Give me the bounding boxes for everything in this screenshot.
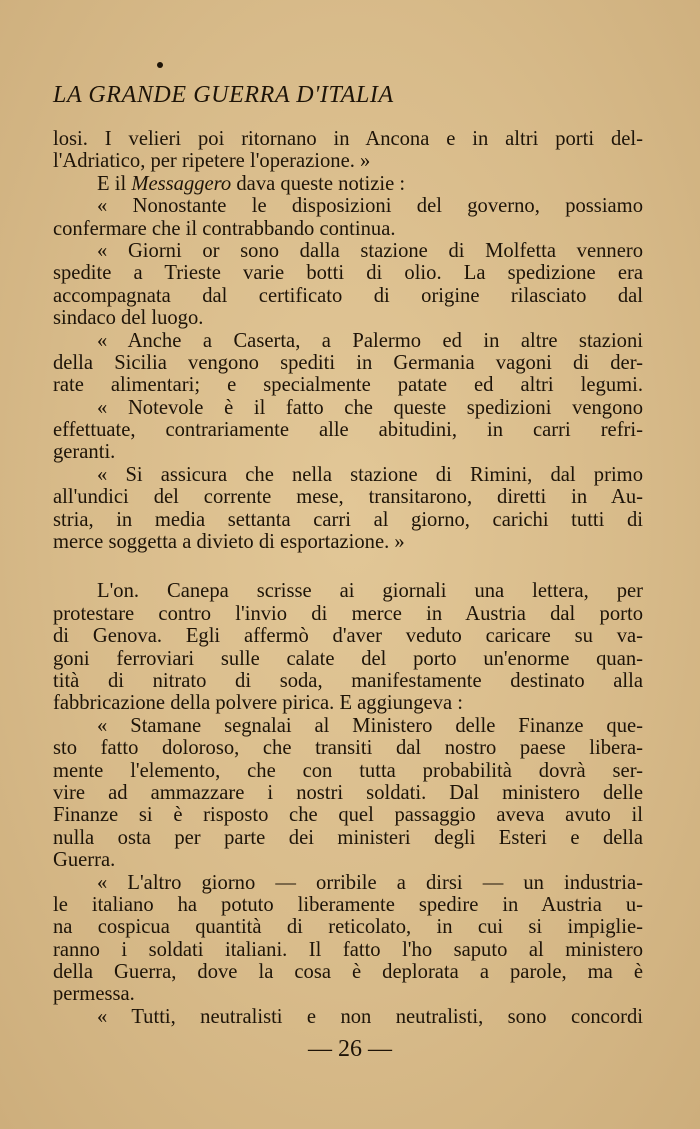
text-line: « Nonostante le disposizioni del governo, possiamo <box>97 195 643 218</box>
text-line: della Guerra, dove la cosa è deplorata a parole, ma è <box>53 961 643 984</box>
text-line: mente l'elemento, che con tutta probabilità dovrà ser- <box>53 759 643 782</box>
text-line: spedite a Trieste varie botti di olio. La spedizione era <box>53 262 643 285</box>
text-line: merce soggetta a divieto di esportazione. » <box>53 531 405 554</box>
text-line: fabbricazione della polvere pirica. E aggiungeva : <box>53 692 463 715</box>
text-line: sindaco del luogo. <box>53 307 204 330</box>
text-line: geranti. <box>53 441 116 464</box>
text-line: permessa. <box>53 983 135 1006</box>
text-line: « Giorni or sono dalla stazione di Molfetta vennero <box>97 239 643 262</box>
running-head: LA GRANDE GUERRA D'ITALIA <box>53 82 394 108</box>
text-line: L'on. Canepa scrisse ai giornali una lettera, per <box>97 580 643 603</box>
text-line: « Notevole è il fatto che queste spedizioni vengono <box>97 396 643 419</box>
text-line: confermare che il contrabbando continua. <box>53 217 396 240</box>
text-line: na cospicua quantità di reticolato, in cui si impiglie- <box>53 916 643 939</box>
page-number: — 26 — <box>308 1036 392 1062</box>
text-line: « Stamane segnalai al Ministero delle Finanze que- <box>97 714 643 737</box>
body-text <box>53 128 643 1028</box>
text-line: « Si assicura che nella stazione di Rimini, dal primo <box>97 463 643 486</box>
text-line: all'undici del corrente mese, transitarono, diretti in Au- <box>53 486 643 509</box>
text-line: le italiano ha potuto liberamente spedire in Austria u- <box>53 893 643 916</box>
section-gap <box>53 553 643 580</box>
text-line-messaggero: E il Messaggero dava queste notizie : <box>97 172 406 195</box>
text-line: Guerra. <box>53 849 116 872</box>
text-line: « L'altro giorno — orribile a dirsi — un industria- <box>97 871 643 894</box>
text-line: nulla osta per parte dei ministeri degli Esteri e della <box>53 826 643 849</box>
text-line: ranno i soldati italiani. Il fatto l'ho saputo al ministero <box>53 938 643 961</box>
text-line: della Sicilia vengono spediti in Germania vagoni di der- <box>53 351 643 374</box>
text-line: protestare contro l'invio di merce in Austria dal porto <box>53 602 643 625</box>
text-line: l'Adriatico, per ripetere l'operazione. » <box>53 150 371 173</box>
text-line: « Tutti, neutralisti e non neutralisti, sono concordi <box>97 1005 643 1028</box>
text-line: vire ad ammazzare i nostri soldati. Dal ministero delle <box>53 781 643 804</box>
text-line: effettuate, contrariamente alle abitudini, in carri refri- <box>53 419 643 442</box>
text-line: stria, in media settanta carri al giorno, carichi tutti di <box>53 508 643 531</box>
text-line: di Genova. Egli affermò d'aver veduto caricare su va- <box>53 625 643 648</box>
text-line: accompagnata dal certificato di origine rilasciato dal <box>53 284 643 307</box>
newspaper-name: Messaggero <box>131 172 232 195</box>
text-line: rate alimentari; e specialmente patate ed altri legumi. <box>53 374 643 397</box>
text-line: losi. I velieri poi ritornano in Ancona e in altri porti del- <box>53 128 643 150</box>
ornament-dot <box>157 62 163 68</box>
text-line: sto fatto doloroso, che transiti dal nostro paese libera- <box>53 737 643 760</box>
text-line: goni ferroviari sulle calate del porto un'enorme quan- <box>53 647 643 670</box>
text-line: « Anche a Caserta, a Palermo ed in altre stazioni <box>97 329 643 352</box>
text-line: tità di nitrato di soda, manifestamente destinato alla <box>53 669 643 692</box>
text-line: Finanze si è risposto che quel passaggio aveva avuto il <box>53 804 643 827</box>
